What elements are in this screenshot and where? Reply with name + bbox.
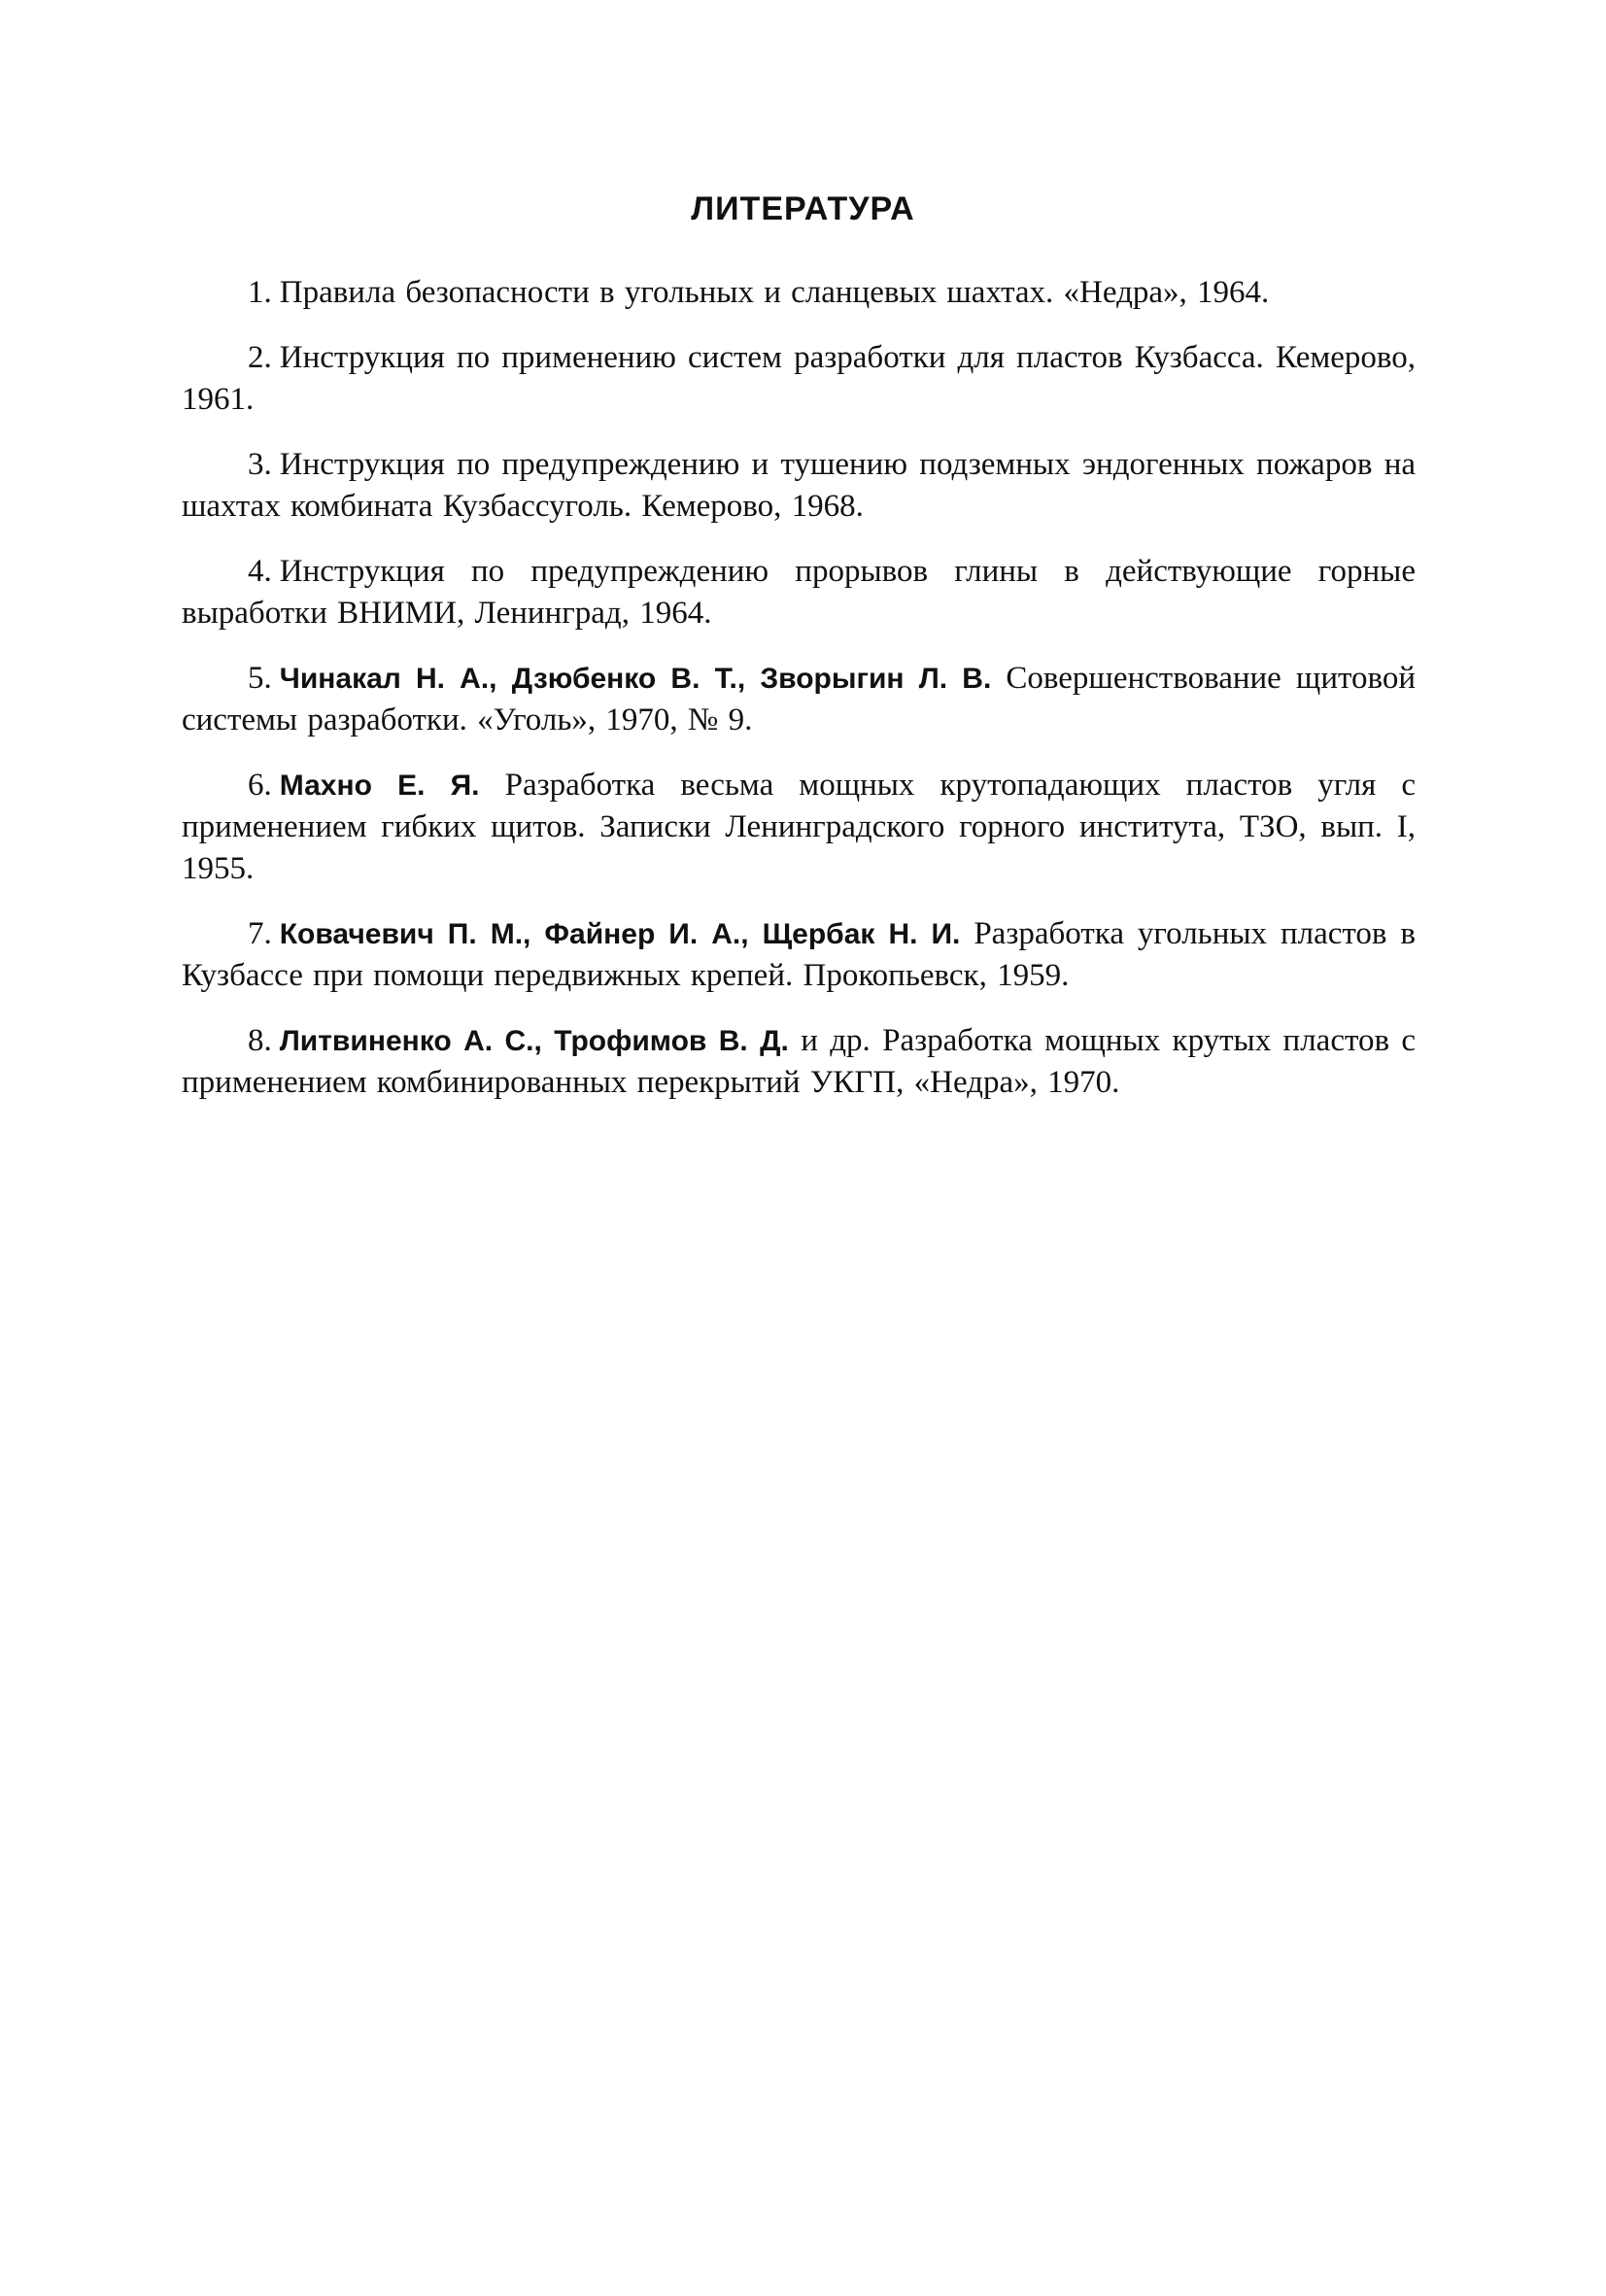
reference-text: Инструкция по предупреждению прорывов глины в действующие горные выработки ВНИМИ, Ленинград, 1964.: [182, 554, 1416, 631]
reference-text: Правила безопасности в угольных и сланцевых шахтах. «Недра», 1964.: [279, 275, 1270, 310]
reference-number: 4.: [248, 554, 272, 589]
reference-authors: Литвиненко А. С., Трофимов В. Д.: [279, 1025, 789, 1057]
reference-number: 8.: [248, 1023, 272, 1058]
reference-number: 2.: [248, 340, 272, 375]
reference-item-7: [182, 913, 1416, 997]
reference-authors: Ковачевич П. М., Файнер И. А., Щербак Н. И.: [279, 918, 961, 950]
reference-authors: Махно Е. Я.: [279, 770, 480, 802]
reference-item-1: [182, 272, 1416, 314]
reference-item-2: [182, 337, 1416, 421]
reference-text: Инструкция по применению систем разработки для пластов Кузбасса. Кемерово, 1961.: [182, 340, 1416, 417]
page-title: ЛИТЕРАТУРА: [691, 190, 915, 227]
reference-list: [182, 272, 1416, 1127]
reference-number: 7.: [248, 916, 272, 951]
reference-text: и др. Разработка мощных крутых пластов с применением комбинированных перекрытий УКГП, «Недра», 1970.: [182, 1023, 1417, 1100]
reference-text: Разработка весьма мощных крутопадающих пластов угля с применением гибких щитов. Записки Ленинградского горного института, ТЗО, вып. I, 1955.: [182, 768, 1416, 886]
reference-number: 5.: [248, 661, 272, 696]
reference-item-8: [182, 1020, 1416, 1104]
reference-number: 3.: [248, 447, 272, 482]
reference-item-3: [182, 444, 1416, 528]
reference-item-6: [182, 765, 1416, 890]
reference-text: Инструкция по предупреждению и тушению подземных эндогенных пожаров на шахтах комбината Кузбассуголь. Кемерово, 1968.: [182, 447, 1416, 524]
reference-item-5: [182, 658, 1416, 741]
reference-number: 6.: [248, 768, 272, 803]
reference-text: Разработка угольных пластов в Кузбассе при помощи передвижных крепей. Прокопьевск, 1959.: [182, 916, 1416, 993]
reference-authors: Чинакал Н. А., Дзюбенко В. Т., Зворыгин Л. В.: [279, 663, 992, 695]
reference-text: Совершенствование щитовой системы разработки. «Уголь», 1970, № 9.: [182, 661, 1416, 737]
reference-number: 1.: [248, 275, 272, 310]
reference-item-4: [182, 551, 1416, 634]
